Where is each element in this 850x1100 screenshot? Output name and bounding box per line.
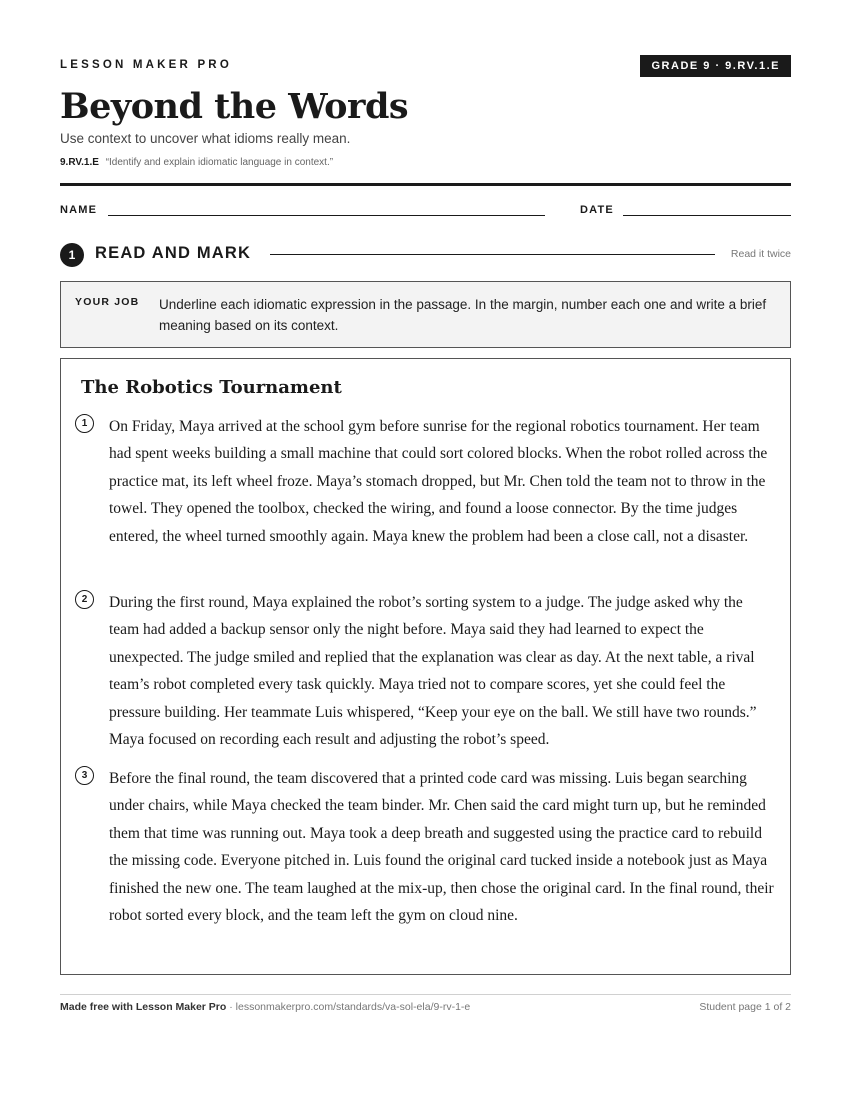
section-rule: [270, 254, 715, 255]
section-header: [60, 242, 791, 266]
footer-made-with: Made free with Lesson Maker Pro: [60, 1001, 227, 1013]
paragraph-number-icon: 1: [75, 414, 94, 433]
page-title: Beyond the Words: [60, 86, 409, 127]
paragraph-text: During the first round, Maya explained the robot’s sorting system to a judge. The judge asked why the team had added a backup sensor only the night before. Maya said they had learned to expect the unexpected. The judge smiled and replied that the explanation was clear as day. At the next table, a rival team’s robot completed every task quickly. Maya tried not to compare scores, yet she could feel the pressure building. Her teammate Luis whispered, “Keep your eye on the ball. We still have two rounds.” Maya focused on recording each result and adjusting the robot’s speed.: [109, 594, 757, 749]
instructions-text: Underline each idiomatic expression in the passage. In the margin, number each one and write a brief meaning based on its context.: [159, 297, 767, 333]
footer-page-number: Student page 1 of 2: [699, 1001, 791, 1013]
footer: [60, 1001, 791, 1013]
paragraph-text: On Friday, Maya arrived at the school gym before sunrise for the regional robotics tournament. Her team had spent weeks building a small machine that could sort colored blocks. When the robot rolled across the practice mat, its left wheel froze. Maya’s stomach dropped, but Mr. Chen told the team not to throw in the towel. They opened the toolbox, checked the wiring, and found a loose connector. By the time judges entered, the wheel turned smoothly again. Maya knew the problem had been a close call, not a disaster.: [109, 418, 768, 545]
standard-code: 9.RV.1.E: [60, 157, 99, 168]
standard-text: “Identify and explain idiomatic language in context.”: [105, 157, 334, 168]
passage-paragraph: [75, 765, 775, 929]
header: [60, 55, 791, 79]
worksheet-page: [60, 0, 791, 1100]
page-subtitle: Use context to uncover what idioms really mean.: [60, 131, 351, 146]
instructions-label: YOUR JOB: [75, 296, 140, 308]
section-number-badge: 1: [60, 243, 84, 267]
section-title: READ AND MARK: [95, 244, 252, 262]
header-divider: [60, 183, 791, 186]
paragraph-number-icon: 2: [75, 590, 94, 609]
grade-badge: GRADE 9 · 9.RV.1.E: [640, 55, 792, 77]
date-label: DATE: [580, 204, 614, 216]
passage-paragraph: [75, 413, 775, 550]
passage-title: The Robotics Tournament: [81, 377, 342, 398]
section-note: Read it twice: [730, 248, 791, 260]
passage-box: [60, 358, 791, 975]
paragraph-text: Before the final round, the team discovered that a printed code card was missing. Luis began searching under chairs, while Maya checked the team binder. Mr. Chen said the card might turn up, but he reminded them that time was running out. Maya took a deep breath and suggested using the practice card to rebuild the missing code. Everyone pitched in. Luis found the original card tucked inside a notebook just as Maya finished the new one. The team laughed at the mix-up, then chose the original card. In the final round, their robot sorted every block, and the team left the gym on cloud nine.: [109, 770, 774, 925]
paragraph-number-icon: 3: [75, 766, 94, 785]
date-field[interactable]: [623, 215, 791, 216]
passage-paragraph: [75, 589, 775, 753]
footer-separator: ·: [229, 1001, 236, 1013]
instructions-box: [60, 281, 791, 348]
name-field[interactable]: [108, 215, 545, 216]
name-date-row: [60, 204, 791, 220]
footer-divider: [60, 994, 791, 995]
name-label: NAME: [60, 204, 98, 216]
footer-url[interactable]: lessonmakerpro.com/standards/va-sol-ela/9-rv-1-e: [235, 1001, 471, 1013]
standard-line: [60, 157, 333, 168]
brand-name: LESSON MAKER PRO: [60, 59, 232, 71]
